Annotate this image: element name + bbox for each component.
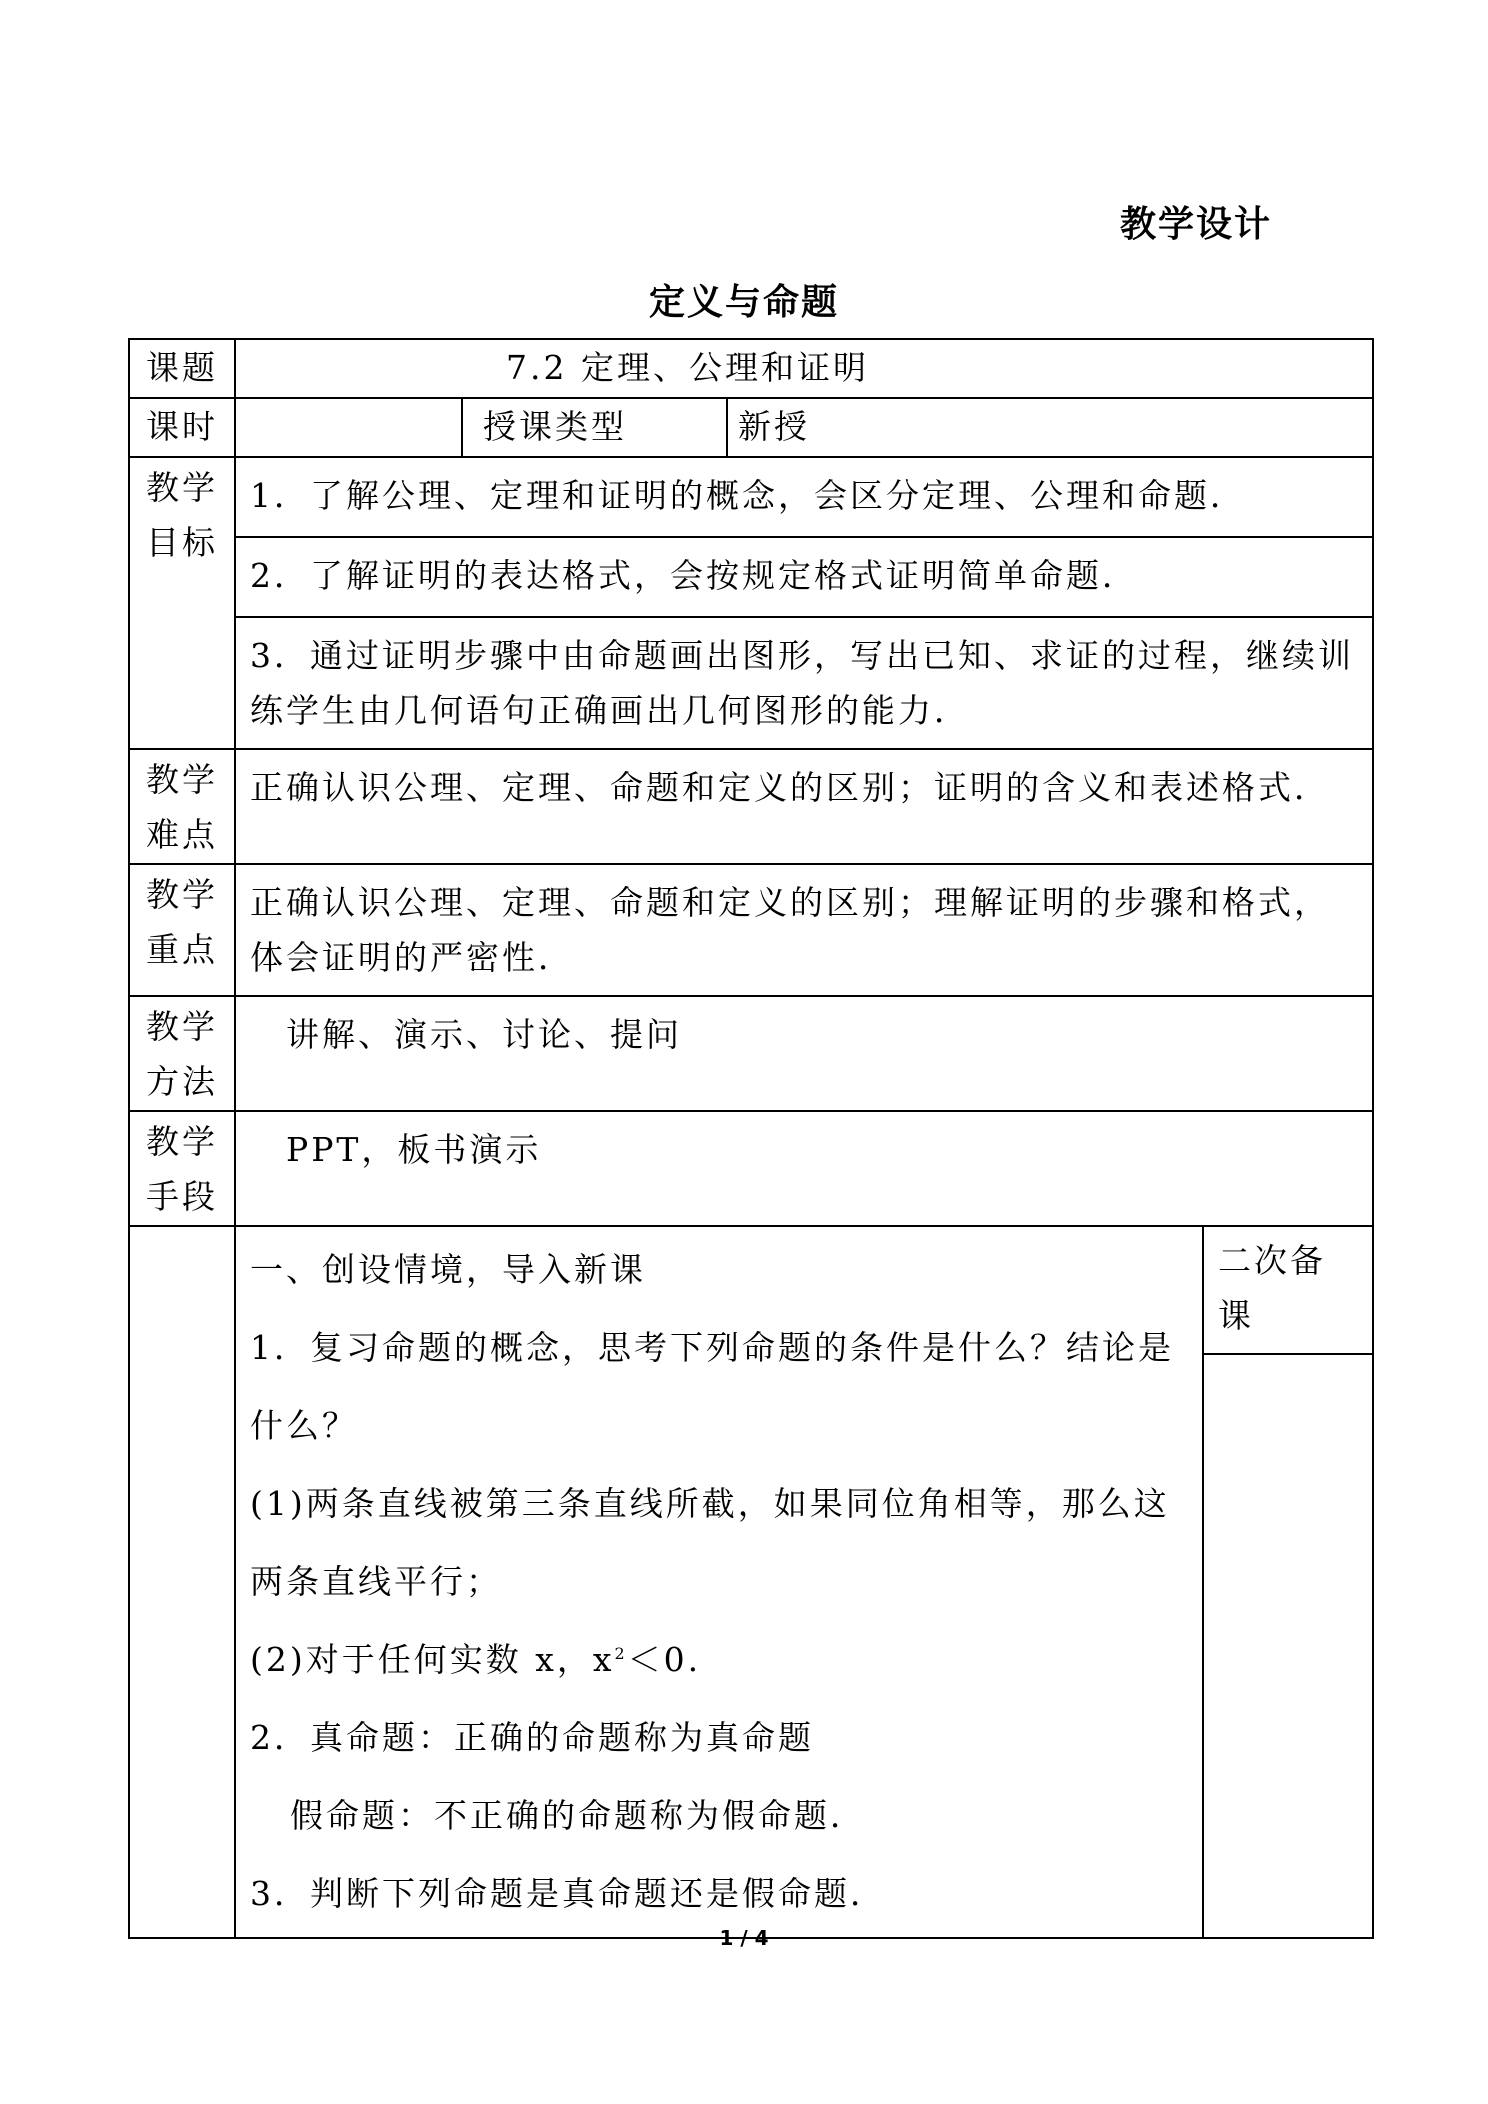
means-label: 教学手段 bbox=[129, 1111, 235, 1226]
goal-item-3: 3．通过证明步骤中由命题画出图形，写出已知、求证的过程，继续训练学生由几何语句正确画出几何图形的能力． bbox=[235, 617, 1373, 749]
period-row bbox=[129, 398, 1373, 457]
goal-row-1 bbox=[129, 457, 1373, 537]
process-line-3: (1)两条直线被第三条直线所截，如果同位角相等，那么这两条直线平行； bbox=[250, 1484, 1170, 1601]
goal-row-2 bbox=[129, 537, 1373, 617]
topic-label: 课题 bbox=[129, 339, 235, 398]
method-row bbox=[129, 996, 1373, 1111]
goal-row-3 bbox=[129, 617, 1373, 749]
square-exponent: 2 bbox=[614, 1644, 628, 1663]
process-line-1: 一、创设情境，导入新课 bbox=[250, 1250, 646, 1289]
key-row bbox=[129, 864, 1373, 996]
goal-item-1: 1．了解公理、定理和证明的概念，会区分定理、公理和命题． bbox=[235, 457, 1373, 537]
process-content bbox=[235, 1226, 1203, 1938]
difficulty-value: 正确认识公理、定理、命题和定义的区别；证明的含义和表述格式． bbox=[235, 749, 1373, 864]
process-line-6: 假命题：不正确的命题称为假命题． bbox=[290, 1796, 866, 1835]
period-value bbox=[235, 398, 462, 457]
topic-row bbox=[129, 339, 1373, 398]
inequality-text: (2)对于任何实数 x，x bbox=[250, 1640, 615, 1679]
second-prep-column bbox=[1203, 1226, 1373, 1938]
type-value: 新授 bbox=[727, 398, 1373, 457]
inequality-tail: ＜0. bbox=[627, 1640, 702, 1679]
document-header: 教学设计 bbox=[1119, 204, 1272, 245]
document-title: 定义与命题 bbox=[648, 282, 839, 323]
means-value: PPT，板书演示 bbox=[235, 1111, 1373, 1226]
key-label: 教学重点 bbox=[129, 864, 235, 996]
type-label: 授课类型 bbox=[462, 398, 727, 457]
method-label: 教学方法 bbox=[129, 996, 235, 1111]
process-line-7: 3．判断下列命题是真命题还是假命题． bbox=[250, 1874, 886, 1913]
difficulty-label: 教学难点 bbox=[129, 749, 235, 864]
lesson-plan-table bbox=[128, 338, 1374, 1939]
goal-item-2: 2．了解证明的表达格式，会按规定格式证明简单命题． bbox=[235, 537, 1373, 617]
process-line-2: 1．复习命题的概念，思考下列命题的条件是什么？结论是什么？ bbox=[250, 1328, 1174, 1445]
page-number: 1 / 4 bbox=[719, 1926, 769, 1950]
process-line-4 bbox=[250, 1621, 1188, 1699]
process-label-empty bbox=[129, 1226, 235, 1938]
method-value: 讲解、演示、讨论、提问 bbox=[235, 996, 1373, 1111]
process-row bbox=[129, 1226, 1373, 1938]
process-line-5: 2．真命题：正确的命题称为真命题 bbox=[250, 1718, 814, 1757]
difficulty-row bbox=[129, 749, 1373, 864]
period-label: 课时 bbox=[129, 398, 235, 457]
key-value: 正确认识公理、定理、命题和定义的区别；理解证明的步骤和格式，体会证明的严密性． bbox=[235, 864, 1373, 996]
topic-value: 7.2 定理、公理和证明 bbox=[235, 339, 1373, 398]
means-row bbox=[129, 1111, 1373, 1226]
goals-label: 教学目标 bbox=[129, 457, 235, 749]
second-prep-label: 二次备课 bbox=[1204, 1227, 1372, 1355]
